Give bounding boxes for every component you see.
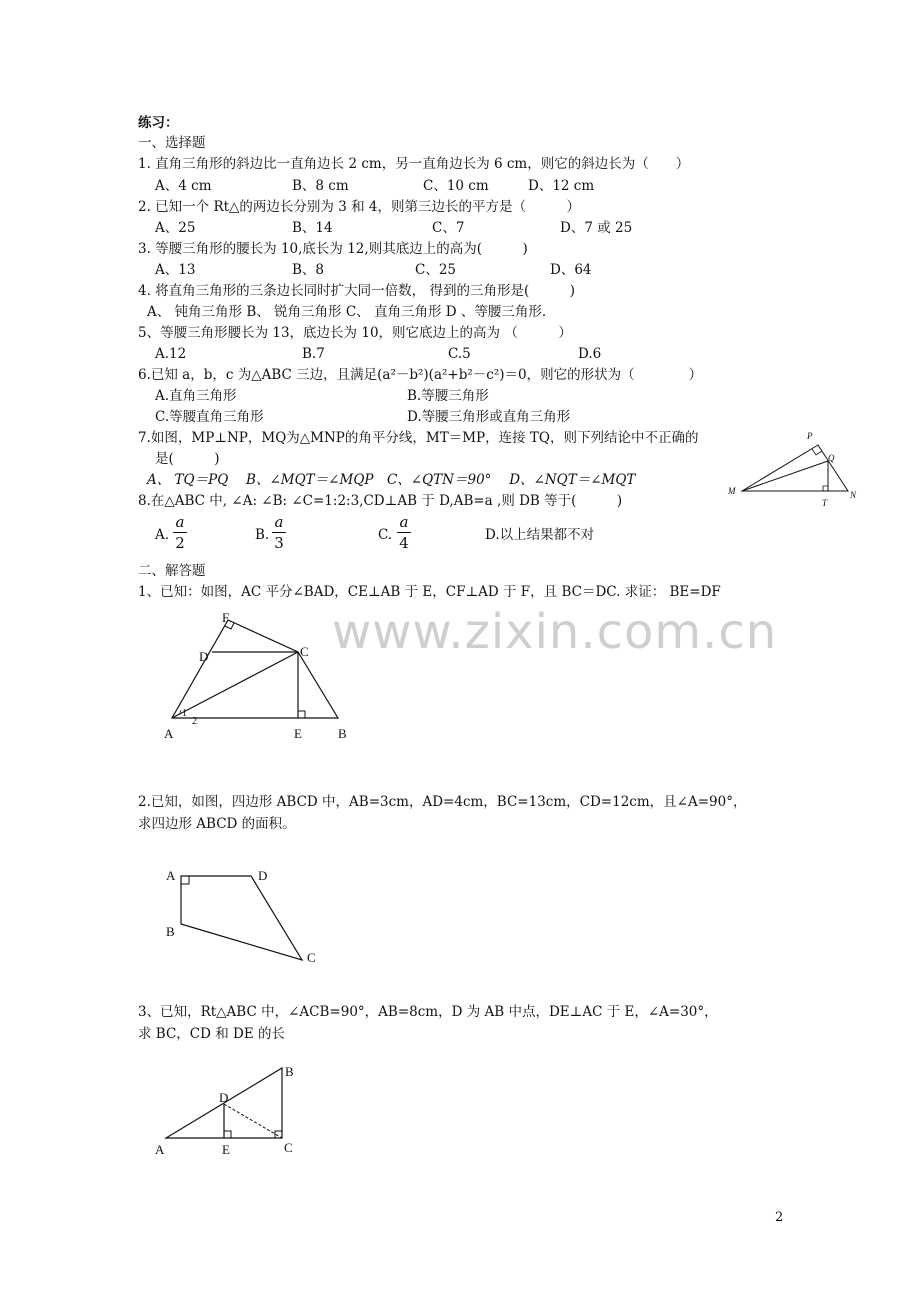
q4-options: A、 钝角三角形 B、 锐角三角形 C、 直角三角形 D 、等腰三角形. [147, 304, 547, 320]
q8-fraction-a-num: a [175, 513, 185, 531]
p3-label-a: A [155, 1142, 165, 1157]
p1-label-d: D [199, 649, 209, 664]
figure-problem-3 [150, 1060, 310, 1160]
q8-option-a: A. [155, 527, 170, 543]
p3-label-b: B [285, 1064, 294, 1079]
problem-3-line2: 求 BC，CD 和 DE 的长 [138, 1026, 285, 1042]
p2-label-a: A [166, 868, 176, 883]
q8-fraction-c [397, 514, 411, 551]
q6-option-d: D.等腰三角形或直角三角形 [407, 409, 571, 425]
watermark: www.zixin.com.cn [332, 604, 778, 660]
q3-option-d: D、64 [550, 262, 592, 278]
problem-3-line1: 3、已知，Rt△ABC 中，∠ACB=90°，AB=8cm，D 为 AB 中点，DE⊥AC 于 E，∠A=30°， [138, 1004, 718, 1020]
q5-option-d: D.6 [578, 346, 602, 362]
q8-fraction-b-den: 3 [274, 534, 284, 552]
p1-label-c: C [300, 644, 309, 659]
p3-label-c: C [284, 1140, 293, 1155]
q8-fraction-a-den: 2 [175, 534, 185, 552]
q2-option-a: A、25 [155, 220, 196, 236]
question-6: 6.已知 a，b，c 为△ABC 三边，且满足(a²－b²)(a²+b²－c²)＝0，则它的形状为（ ） [138, 367, 703, 383]
fig7-label-t: T [822, 498, 828, 508]
q5-option-a: A.12 [155, 346, 187, 362]
q6-option-b: B.等腰三角形 [407, 388, 489, 404]
q7-options: A、 TQ＝PQ B、∠MQT＝∠MQP C、∠QTN＝90° D、∠NQT＝∠MQT [147, 472, 636, 488]
q3-option-a: A、13 [155, 262, 196, 278]
p2-label-d: D [258, 868, 268, 883]
question-8: 8.在△ABC 中, ∠A: ∠B: ∠C=1:2:3,CD⊥AB 于 D,AB=a ,则 DB 等于( ) [138, 493, 623, 509]
q8-fraction-a [173, 514, 187, 551]
q6-option-a: A.直角三角形 [155, 388, 237, 404]
problem-2-line1: 2.已知，如图，四边形 ABCD 中，AB=3cm，AD=4cm，BC=13cm，CD=12cm，且∠A=90°， [138, 794, 747, 810]
q2-option-c: C、7 [432, 220, 465, 236]
p1-label-a: A [164, 726, 174, 741]
q8-fraction-c-num: a [399, 513, 409, 531]
problem-2-line2: 求四边形 ABCD 的面积。 [138, 816, 296, 832]
q2-option-b: B、14 [292, 220, 333, 236]
problem-1: 1、已知：如图，AC 平分∠BAD，CE⊥AB 于 E，CF⊥AD 于 F，且 BC＝DC. 求证： BE=DF [138, 584, 721, 600]
p3-label-d: D [219, 1090, 229, 1105]
q8-fraction-c-den: 4 [399, 534, 409, 552]
fig7-label-p: P [807, 431, 813, 441]
q5-option-b: B.7 [302, 346, 325, 362]
q3-option-b: B、8 [292, 262, 325, 278]
question-7-line1: 7.如图，MP⊥NP，MQ为△MNP的角平分线，MT＝MP，连接 TQ，则下列结论中不正确的 [138, 430, 699, 446]
p2-label-c: C [307, 950, 316, 965]
p1-label-e: E [294, 726, 302, 741]
p1-label-b: B [338, 726, 347, 741]
figure-problem-1 [160, 608, 360, 742]
question-4: 4. 将直角三角形的三条边长同时扩大同一倍数， 得到的三角形是( ) [138, 283, 575, 299]
fig7-label-m: M [728, 486, 736, 496]
q3-option-c: C、25 [415, 262, 457, 278]
q1-option-d: D、12 cm [528, 178, 595, 194]
question-5: 5、等腰三角形腰长为 13，底边长为 10，则它底边上的高为 （ ） [138, 325, 572, 341]
page-number: 2 [775, 1210, 784, 1225]
p2-label-b: B [166, 924, 175, 939]
p1-label-angle-1: 1 [182, 708, 187, 719]
page-title: 练习： [138, 115, 179, 131]
q5-option-c: C.5 [448, 346, 471, 362]
question-3: 3. 等腰三角形的腰长为 10,底长为 12,则其底边上的高为( ) [138, 241, 528, 257]
p1-label-f: F [222, 610, 230, 625]
figure-q7-triangle [726, 428, 866, 512]
q8-fraction-b-num: a [274, 513, 284, 531]
q6-option-c: C.等腰直角三角形 [155, 409, 264, 425]
fig7-label-q: Q [828, 453, 835, 463]
q8-option-b: B. [255, 527, 270, 543]
figure-problem-2 [160, 862, 330, 972]
question-7-line2: 是( ) [155, 451, 220, 467]
q8-fraction-b [272, 514, 286, 551]
section-answer: 二、解答题 [138, 563, 206, 579]
q1-option-a: A、4 cm [155, 178, 212, 194]
q2-option-d: D、7 或 25 [560, 220, 633, 236]
p1-label-angle-2: 2 [192, 716, 197, 727]
q8-option-c: C. [378, 527, 393, 543]
q8-option-d: D.以上结果都不对 [485, 527, 595, 543]
q1-option-b: B、8 cm [292, 178, 349, 194]
fig7-label-n: N [850, 490, 857, 500]
q1-option-c: C、10 cm [423, 178, 489, 194]
question-1: 1. 直角三角形的斜边比一直角边长 2 cm，另一直角边长为 6 cm，则它的斜边长为（ ） [138, 156, 690, 172]
section-choice: 一、选择题 [138, 135, 206, 151]
p3-label-e: E [222, 1142, 230, 1157]
question-2: 2. 已知一个 Rt△的两边长分别为 3 和 4，则第三边长的平方是（ ） [138, 199, 580, 215]
